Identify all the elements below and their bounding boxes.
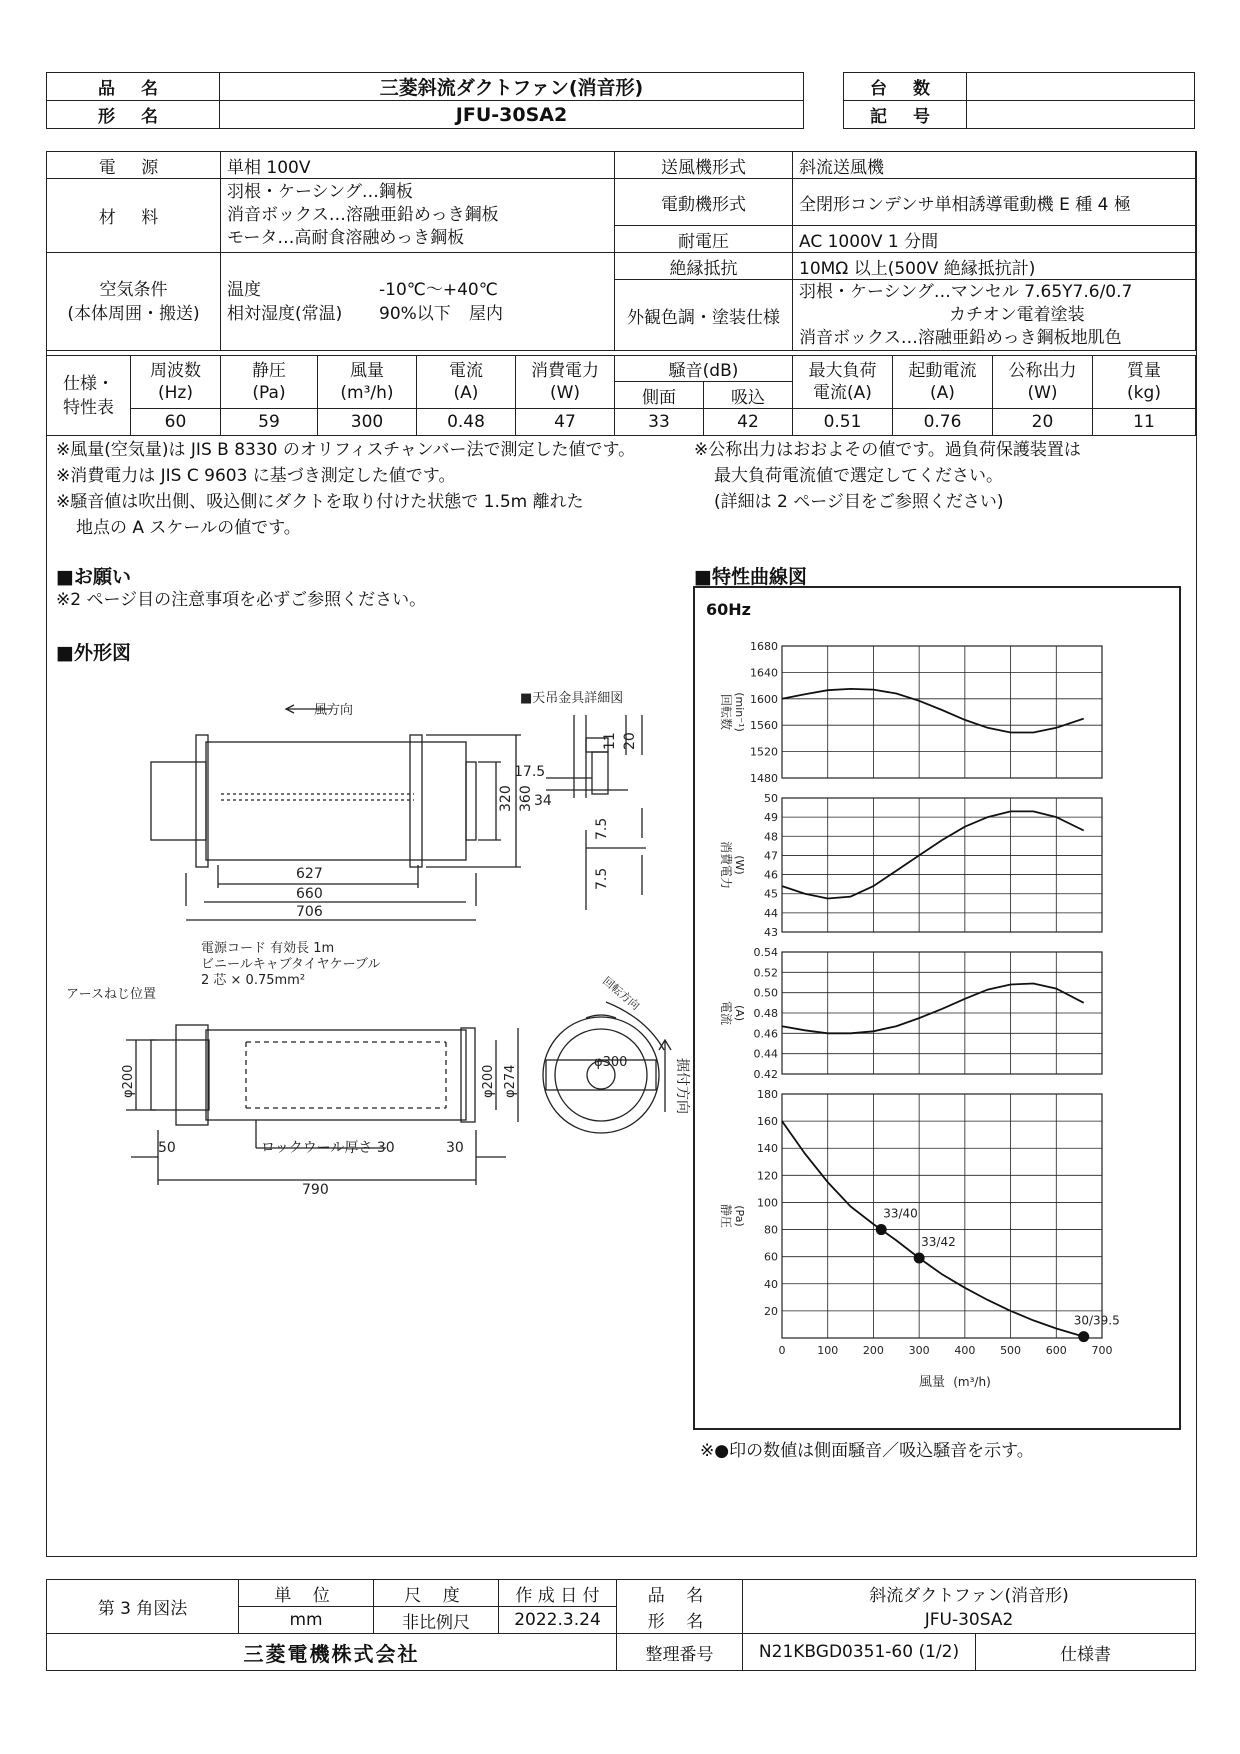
note-line: (詳細は 2 ページ目をご参照ください) [714,492,1004,512]
perf-value: 60 [131,409,221,436]
series-line [782,984,1084,1034]
earth-label: アースねじ位置 [66,987,156,1002]
ref-label: 整理番号 [617,1634,743,1671]
y-axis-label: 消費電力 [719,840,733,890]
dim-34: 34 [534,793,552,809]
y-tick-label: 48 [764,830,778,844]
perf-value: 0.76 [893,409,993,436]
dim-30: 30 [446,1140,464,1156]
y-tick-label: 49 [764,811,778,825]
y-axis-label: 静圧 [719,1203,733,1229]
motor-type-value: 全閉形コンデンサ単相誘導電動機 E 種 4 極 [793,179,1196,226]
perf-value: 42 [704,409,793,436]
air-condition-label [47,253,221,351]
footer-product-value: 斜流ダクトファン(消音形) [743,1580,1196,1607]
power-label: 電 源 [47,152,221,179]
x-tick-label: 100 [817,1344,839,1357]
air-label-line1: 空気条件 [99,279,168,300]
series-line [782,1121,1084,1337]
rockwool-label: ロックウール厚さ 30 [261,1140,395,1156]
noise-point-label: 33/40 [883,1206,918,1221]
dim-17-5: 17.5 [514,764,546,780]
x-axis-unit: (m³/h) [953,1375,991,1389]
duct-collar-left [151,762,206,840]
note-line: ※消費電力は JIS C 9603 に基づき測定した値です。 [56,466,456,486]
perf-header: 質量 (kg) [1093,356,1196,409]
y-tick-label: 0.42 [753,1068,778,1081]
product-name: 三菱斜流ダクトファン(消音形) [220,73,804,101]
doc-type: 仕様書 [976,1634,1196,1671]
y-tick-label: 180 [757,1088,778,1101]
dim-phi300: φ300 [594,1055,628,1070]
perf-value: 20 [993,409,1093,436]
perf-header: 最大負荷 電流(A) [793,356,893,409]
noise-point [914,1253,925,1264]
scale-label: 尺 度 [374,1580,499,1607]
product-label: 品 名 [47,73,220,101]
wind-dir-label: 風方向 [314,703,354,718]
plot-area-2 [782,798,1102,932]
noise-point [1078,1331,1089,1342]
air-label-line2: (本体周囲・搬送) [67,303,200,324]
y-tick-label: 1560 [750,719,778,733]
humidity-value: 90%以下 [379,303,451,324]
characteristic-charts [694,620,1176,1425]
dim-706: 706 [296,904,323,920]
y-tick-label: 1640 [750,666,778,680]
unit-value: mm [239,1607,374,1634]
rotation-label: 回転方向 [600,974,643,1013]
y-tick-label: 1680 [750,640,778,653]
perf-value: 47 [516,409,615,436]
withstand-value: AC 1000V 1 分間 [793,226,1196,253]
dim-7-5a: 7.5 [594,817,610,840]
request-title: ■お願い [56,566,131,588]
dim-phi200-left: φ200 [121,1064,136,1098]
header-table [46,72,804,129]
date-value: 2022.3.24 [499,1607,617,1634]
mount-dir-label: 据付方向 [674,1058,690,1114]
finish-value [793,280,1196,351]
note-line: 最大負荷電流値で選定してください。 [714,466,1003,486]
duct-collar-right [466,762,476,840]
duct-collar-side [151,1040,209,1110]
x-tick-label: 400 [954,1344,976,1357]
date-label: 作 成 日 付 [499,1580,617,1607]
y-axis-label: 回転数 [719,693,733,731]
chart-section-title: ■特性曲線図 [694,566,807,588]
material-line: 消音ボックス…溶融亜鉛めっき鋼板 [227,205,499,225]
series-line [782,811,1084,898]
dim-phi200-right: φ200 [481,1064,496,1098]
perf-value: 0.48 [417,409,516,436]
chart-footnote: ※●印の数値は側面騒音／吸込騒音を示す。 [700,1441,1034,1461]
y-tick-label: 0.46 [753,1027,778,1041]
fan-housing [543,1017,659,1133]
withstand-label: 耐電圧 [615,226,793,253]
y-tick-label: 43 [764,926,778,939]
temp-label: 温度 [227,279,261,300]
plot-area-1 [782,646,1102,778]
count-value [967,73,1195,101]
finish-line: カチオン電着塗装 [949,304,1085,325]
perf-header: 周波数 (Hz) [131,356,221,409]
y-tick-label: 45 [764,887,778,901]
y-axis-label: 電流 [719,1000,733,1026]
note-line: ※風量(空気量)は JIS B 8330 のオリフィスチャンバー法で測定した値です。 [56,440,636,460]
company-name: 三菱電機株式会社 [47,1634,617,1671]
x-tick-label: 300 [908,1344,930,1357]
y-tick-label: 60 [764,1250,778,1264]
dim-660: 660 [296,886,323,902]
y-tick-label: 1600 [750,692,778,706]
perf-header: 静圧 (Pa) [221,356,318,409]
series-line [782,689,1084,733]
y-axis-unit: (A) [733,1004,746,1022]
x-tick-label: 700 [1091,1344,1113,1357]
fan-type-label: 送風機形式 [615,152,793,179]
fan-type-value: 斜流送風機 [793,152,1196,179]
y-axis-unit: (W) [733,855,746,875]
material-value [221,179,615,253]
noise-point [876,1224,887,1235]
unit-label: 単 位 [239,1580,374,1607]
notes-right [694,437,1081,515]
y-tick-label: 160 [757,1115,778,1129]
ref-value: N21KBGD0351-60 (1/2) [743,1634,976,1671]
notes-left [56,437,635,541]
perf-value: 0.51 [793,409,893,436]
model-name: JFU-30SA2 [220,101,804,129]
noise-point-label: 33/42 [921,1235,956,1250]
mark-label: 記 号 [844,101,967,129]
x-tick-label: 600 [1045,1344,1067,1357]
cord-line-1: 電源コード 有効長 1m [201,941,335,956]
perf-label-line2: 特性表 [63,397,114,418]
perf-value: 33 [615,409,704,436]
projection: 第 3 角図法 [47,1580,239,1634]
perf-header: 風量 (m³/h) [318,356,417,409]
footer-table [46,1579,1196,1671]
footer-product-label: 品 名 [617,1580,743,1607]
y-tick-label: 0.50 [753,986,778,1000]
dim-7-5b: 7.5 [594,867,610,890]
temp-value: -10℃～+40℃ [379,279,498,300]
noise-side-header: 側面 [615,382,704,409]
note-line: ※騒音値は吹出側、吸込側にダクトを取り付けた状態で 1.5m 離れた [56,492,584,512]
duct-body-side [206,1030,466,1120]
perf-header: 電流 (A) [417,356,516,409]
perf-header: 消費電力 (W) [516,356,615,409]
y-tick-label: 0.52 [753,966,778,980]
bracket-title: ■天吊金具詳細図 [520,691,624,706]
x-tick-label: 200 [862,1344,884,1357]
dim-360: 360 [518,785,534,812]
y-tick-label: 40 [764,1277,778,1291]
perf-value: 300 [318,409,417,436]
mark-value [967,101,1195,129]
material-label: 材 料 [47,179,221,253]
y-tick-label: 46 [764,868,778,882]
finish-line: 消音ボックス…溶融亜鉛めっき鋼板地肌色 [799,327,1122,348]
perf-label-line1: 仕様・ [63,373,114,394]
y-tick-label: 1520 [750,745,778,759]
y-tick-label: 20 [764,1304,778,1318]
material-line: モータ…高耐食溶融めっき鋼板 [227,228,465,248]
dim-790: 790 [302,1182,329,1198]
finish-label: 外観色調・塗装仕様 [615,280,793,351]
insulation-label: 絶縁抵抗 [615,253,793,280]
material-line: 羽根・ケーシング…鋼板 [227,182,413,202]
noise-point-label: 30/39.5 [1073,1313,1120,1328]
footer-model-label: 形 名 [617,1607,743,1634]
dim-20: 20 [622,732,638,750]
request-text: ※2 ページ目の注意事項を必ずご参照ください。 [56,590,427,610]
count-table [843,72,1195,129]
noise-inlet-header: 吸込 [704,382,793,409]
motor-type-label: 電動機形式 [615,179,793,226]
plot-area-4 [782,1094,1102,1338]
count-label: 台 数 [844,73,967,101]
indoor-value: 屋内 [469,303,503,324]
cord-line-2: ビニールキャブタイヤケーブル [201,957,381,972]
dim-320: 320 [498,785,514,812]
y-tick-label: 120 [757,1169,778,1183]
y-tick-label: 0.48 [753,1007,778,1020]
y-axis-unit: (min⁻¹) [733,692,746,732]
air-condition-value [221,253,615,351]
y-tick-label: 44 [764,906,778,920]
perf-header: 公称出力 (W) [993,356,1093,409]
y-tick-label: 50 [764,792,778,805]
y-tick-label: 1480 [750,772,778,785]
x-axis-label: 風量 [918,1375,946,1390]
chart-freq: 60Hz [706,600,751,619]
dim-phi274: φ274 [503,1064,518,1098]
y-tick-label: 0.54 [753,946,778,959]
duct-body [206,742,466,860]
model-label: 形 名 [47,101,220,129]
perf-value: 59 [221,409,318,436]
spec-table [46,151,1196,351]
y-tick-label: 100 [757,1196,778,1210]
y-axis-unit: (Pa) [733,1205,746,1227]
perf-header: 起動電流 (A) [893,356,993,409]
y-tick-label: 47 [764,849,778,863]
dim-627: 627 [296,866,323,882]
power-value: 単相 100V [221,152,615,179]
y-tick-label: 80 [764,1223,778,1237]
dim-11: 11 [602,732,618,750]
footer-model-value: JFU-30SA2 [743,1607,1196,1634]
dim-50: 50 [158,1140,176,1156]
outline-title: ■外形図 [56,642,131,664]
cord-line-3: 2 芯 × 0.75mm² [201,973,306,988]
y-tick-label: 140 [757,1142,778,1156]
note-line: ※公称出力はおおよその値です。過負荷保護装置は [694,440,1081,460]
x-tick-label: 500 [1000,1344,1022,1357]
x-tick-label: 0 [778,1344,786,1357]
perf-table [46,355,1196,436]
humidity-label: 相対湿度(常温) [227,303,343,324]
scale-value: 非比例尺 [374,1607,499,1634]
finish-line: 羽根・ケーシング…マンセル 7.65Y7.6/0.7 [799,281,1133,302]
y-tick-label: 0.44 [753,1047,778,1061]
note-line: 地点の A スケールの値です。 [76,518,301,538]
flange-right [410,735,422,867]
outline-drawing [46,680,690,1240]
perf-label [47,356,131,436]
perf-value: 11 [1093,409,1196,436]
noise-header: 騒音(dB) [615,356,793,382]
insulation-value: 10MΩ 以上(500V 絶縁抵抗計) [793,253,1196,280]
